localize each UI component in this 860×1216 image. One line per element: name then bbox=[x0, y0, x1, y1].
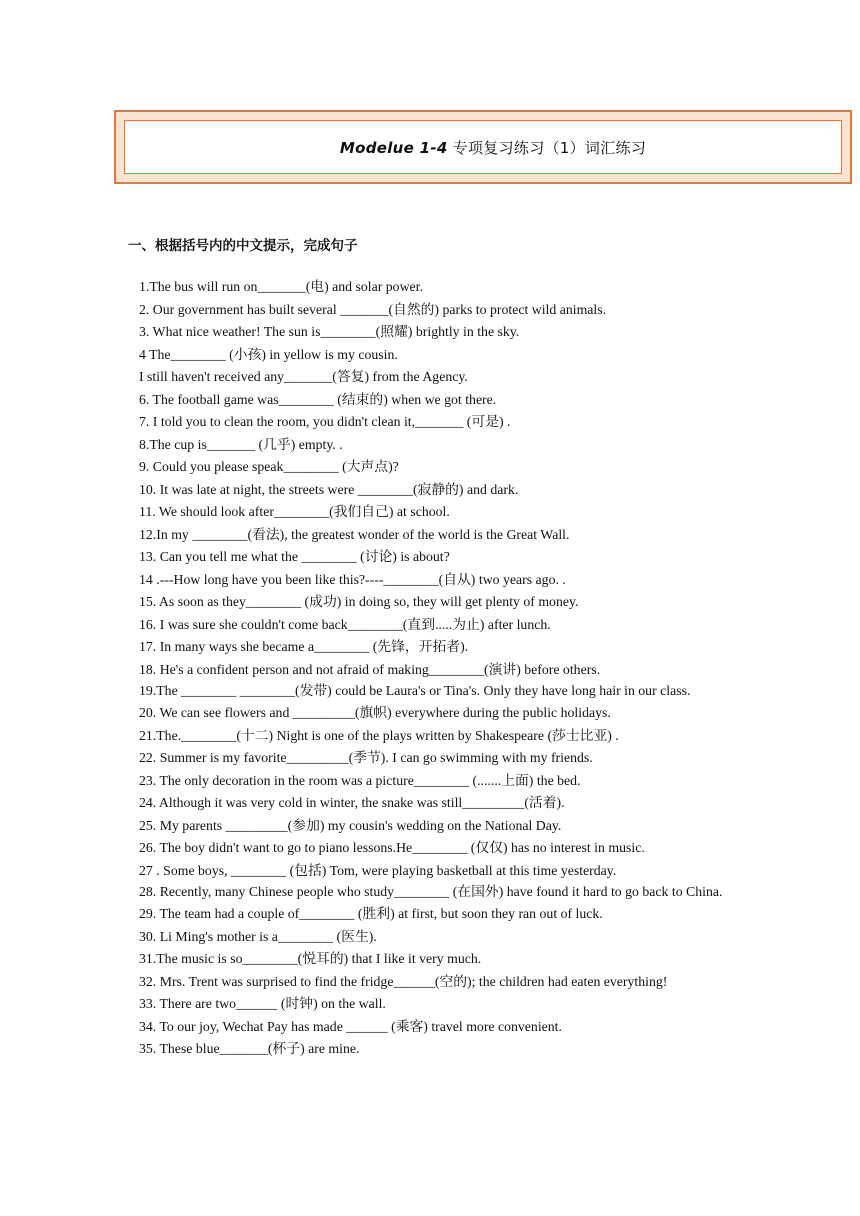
exercise-item: 2. Our government has built several _______(自然的) parks to protect wild animals. bbox=[139, 301, 607, 317]
exercise-item: 6. The football game was________ (结束的) when we got there. bbox=[139, 391, 497, 407]
exercise-item: 25. My parents _________(参加) my cousin's wedding on the National Day. bbox=[139, 817, 562, 833]
exercise-item: 17. In many ways she became a________ (先锋，开拓者). bbox=[139, 639, 469, 654]
exercise-item: 14 .---How long have you been like this?----________(自从) two years ago. . bbox=[139, 571, 566, 587]
exercise-item: 33. There are two______ (时钟) on the wall. bbox=[139, 996, 386, 1011]
exercise-item: 31.The music is so________(悦耳的) that I like it very much. bbox=[139, 951, 482, 966]
exercise-item: I still haven't received any_______(答复) from the Agency. bbox=[139, 369, 468, 384]
page-title bbox=[320, 137, 646, 158]
exercise-item: 23. The only decoration in the room was a picture________ (.......上面) the bed. bbox=[139, 772, 581, 788]
exercise-item: 11. We should look after________(我们自己) at school. bbox=[139, 504, 450, 519]
title-chinese: 专项复习练习（1）词汇练习 bbox=[447, 138, 647, 157]
exercise-item: 35. These blue_______(杯子) are mine. bbox=[139, 1041, 360, 1056]
exercise-item: 15. As soon as they________ (成功) in doing so, they will get plenty of money. bbox=[139, 594, 579, 609]
exercise-item: 21.The.________(十二) Night is one of the plays written by Shakespeare (莎士比亚) . bbox=[139, 727, 619, 743]
exercise-item: 30. Li Ming's mother is a________ (医生). bbox=[139, 928, 377, 944]
exercise-item: 10. It was late at night, the streets were ________(寂静的) and dark. bbox=[139, 481, 519, 497]
title-banner-inner bbox=[124, 120, 842, 174]
exercise-item: 29. The team had a couple of________ (胜利) at first, but soon they ran out of luck. bbox=[139, 906, 603, 921]
exercise-item: 19.The ________ ________(发带) could be Laura's or Tina's. Only they have long hair in our class. bbox=[139, 683, 691, 698]
exercise-item: 18. He's a confident person and not afraid of making________(演讲) before others. bbox=[139, 661, 601, 677]
exercise-item: 1.The bus will run on_______(电) and solar power. bbox=[139, 279, 423, 294]
exercise-item: 20. We can see flowers and _________(旗帜) everywhere during the public holidays. bbox=[139, 705, 611, 720]
exercise-item: 3. What nice weather! The sun is________(照耀) brightly in the sky. bbox=[139, 324, 520, 339]
exercise-item: 22. Summer is my favorite_________(季节). I can go swimming with my friends. bbox=[139, 750, 593, 765]
exercise-item: 26. The boy didn't want to go to piano lessons.He________ (仅仅) has no interest in music. bbox=[139, 840, 645, 855]
exercise-item: 9. Could you please speak________ (大声点)? bbox=[139, 459, 399, 474]
exercise-item: 28. Recently, many Chinese people who study________ (在国外) have found it hard to go back to China. bbox=[139, 884, 723, 899]
exercise-item: 13. Can you tell me what the ________ (讨论) is about? bbox=[139, 549, 450, 564]
section-heading: 一、根据括号内的中文提示，完成句子 bbox=[128, 238, 358, 254]
exercise-item: 4 The________ (小孩) in yellow is my cousin. bbox=[139, 346, 398, 362]
exercise-item: 12.In my ________(看法), the greatest wonder of the world is the Great Wall. bbox=[139, 526, 570, 542]
exercise-item: 34. To our joy, Wechat Pay has made ______ (乘客) travel more convenient. bbox=[139, 1018, 562, 1034]
exercise-item: 32. Mrs. Trent was surprised to find the fridge______(空的); the children had eaten everything! bbox=[139, 973, 668, 989]
exercise-list bbox=[139, 277, 733, 1062]
exercise-item: 24. Although it was very cold in winter, the snake was still_________(活着). bbox=[139, 795, 565, 810]
exercise-item: 16. I was sure she couldn't come back________(直到.....为止) after lunch. bbox=[139, 616, 551, 632]
exercise-item: 27 . Some boys, ________ (包括) Tom, were playing basketball at this time yesterday. bbox=[139, 862, 617, 878]
title-banner bbox=[114, 110, 852, 184]
title-english: Modelue 1-4 bbox=[339, 138, 448, 157]
exercise-item: 7. I told you to clean the room, you didn't clean it,_______ (可是) . bbox=[139, 414, 511, 429]
exercise-item: 8.The cup is_______ (几乎) empty. . bbox=[139, 436, 343, 452]
